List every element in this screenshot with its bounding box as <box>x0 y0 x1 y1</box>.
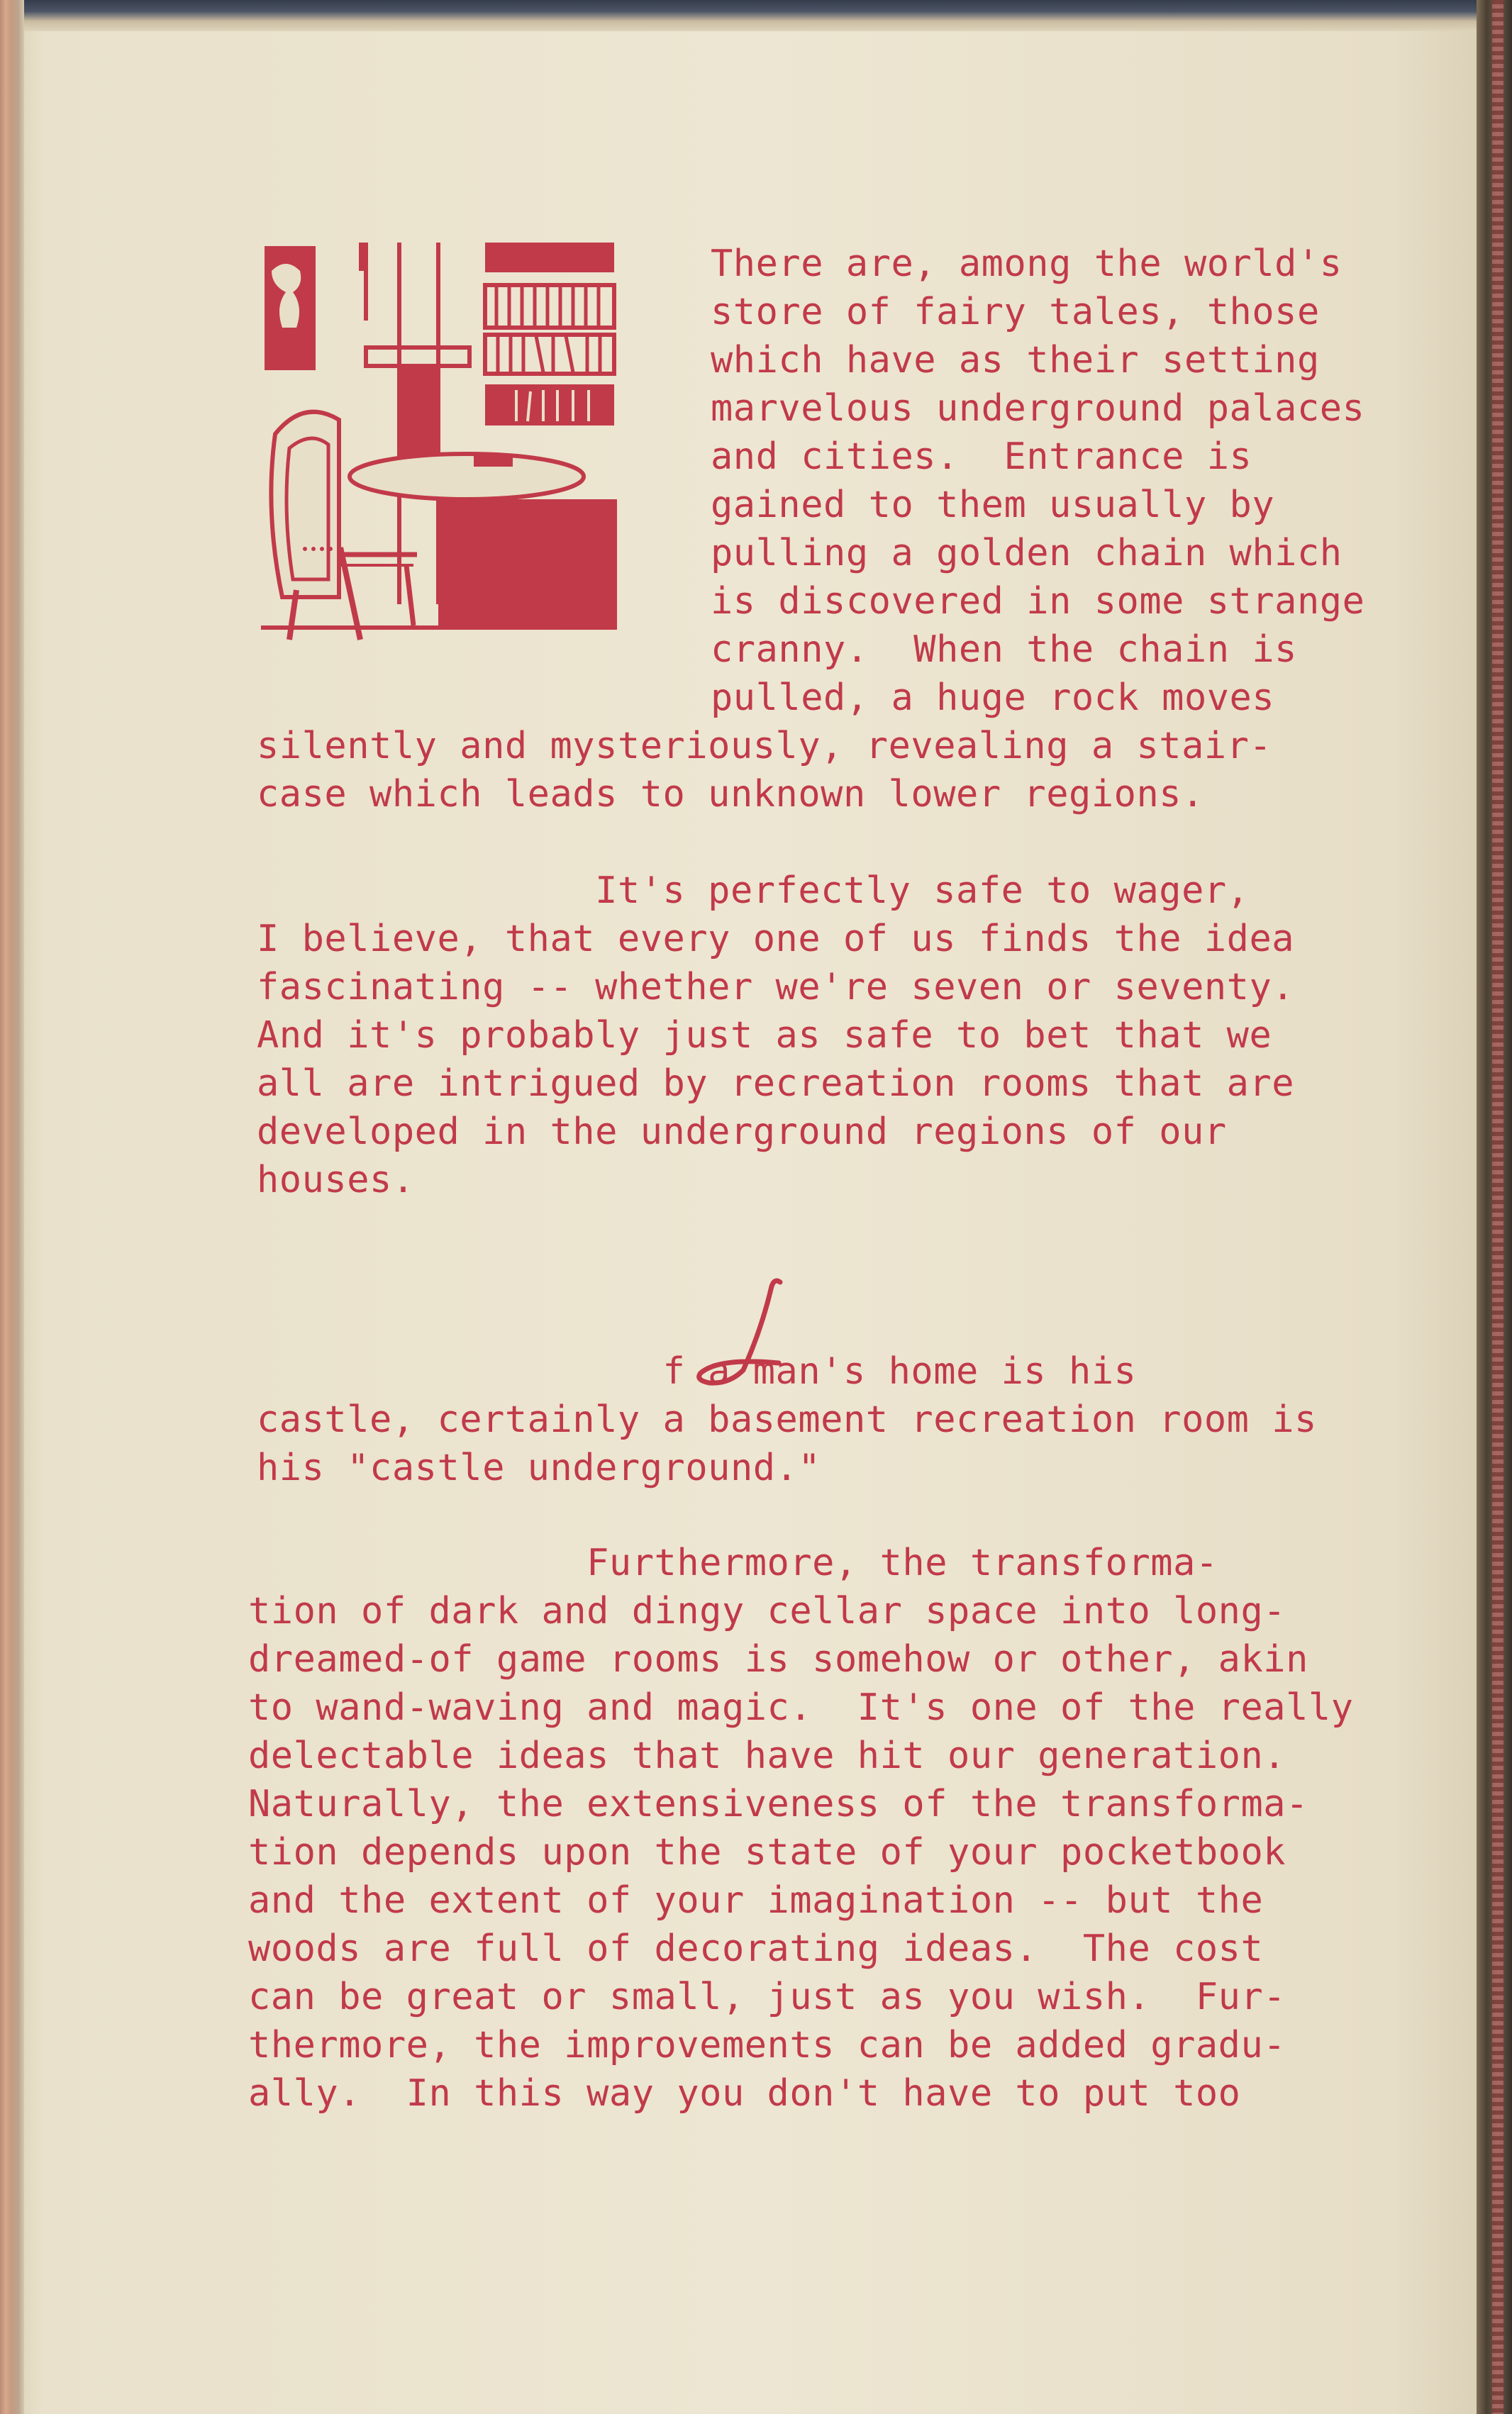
text-line: fascinating -- whether we're seven or seventy. <box>257 966 1295 1008</box>
text-line: cranny. When the chain is <box>711 628 1297 671</box>
text-line: silently and mysteriously, revealing a stair- <box>257 725 1272 767</box>
paragraph-3 <box>257 1347 1317 1492</box>
page-left-edge <box>0 0 24 2414</box>
text-line: Naturally, the extensiveness of the transforma- <box>248 1783 1308 1825</box>
text-line: houses. <box>257 1159 415 1201</box>
text-line: case which leads to unknown lower regions. <box>257 773 1204 816</box>
text-line: tion depends upon the state of your pocketbook <box>248 1831 1286 1874</box>
text-line: I believe, that every one of us finds the idea <box>257 918 1295 960</box>
book-spine-stripe <box>1492 0 1503 2414</box>
text-line: is discovered in some strange <box>711 580 1365 623</box>
text-line: to wand-waving and magic. It's one of the really <box>248 1686 1354 1729</box>
text-line: f a man's home is his <box>257 1350 1137 1393</box>
text-line: castle, certainly a basement recreation room is <box>257 1398 1317 1441</box>
text-line: gained to them usually by <box>711 484 1275 526</box>
text-line: There are, among the world's <box>711 243 1343 285</box>
text-line: Furthermore, the transforma- <box>248 1542 1218 1584</box>
text-line: marvelous underground palaces <box>711 387 1365 430</box>
paragraph-1-full <box>257 722 1272 818</box>
text-line: pulling a golden chain which <box>711 532 1343 574</box>
paragraph-1-wrapped <box>711 240 1364 722</box>
paragraph-2 <box>257 867 1294 1204</box>
page-top-edge <box>0 0 1512 31</box>
text-line: tion of dark and dingy cellar space into long- <box>248 1590 1286 1632</box>
text-line: his "castle underground." <box>257 1447 821 1489</box>
text-line: woods are full of decorating ideas. The cost <box>248 1928 1264 1970</box>
paragraph-4 <box>248 1539 1354 2118</box>
text-line: dreamed-of game rooms is somehow or other, akin <box>248 1638 1308 1681</box>
text-line: developed in the underground regions of our <box>257 1111 1227 1153</box>
text-line: and the extent of your imagination -- but the <box>248 1879 1264 1922</box>
text-line: delectable ideas that have hit our generation. <box>248 1735 1286 1777</box>
text-line: and cities. Entrance is <box>711 435 1252 478</box>
text-line: store of fairy tales, those <box>711 291 1320 333</box>
text-line: which have as their setting <box>711 339 1320 382</box>
initial-letter: I <box>695 1276 696 1277</box>
recreation-room-illustration-icon <box>261 243 623 668</box>
text-line: ally. In this way you don't have to put too <box>248 2072 1241 2115</box>
text-line: It's perfectly safe to wager, <box>257 869 1250 912</box>
text-line: thermore, the improvements can be added gradu- <box>248 2024 1286 2067</box>
text-line: And it's probably just as safe to bet that we <box>257 1014 1272 1057</box>
text-line: all are intrigued by recreation rooms that are <box>257 1062 1295 1105</box>
text-line: pulled, a huge rock moves <box>711 677 1275 719</box>
text-line: can be great or small, just as you wish. Fur- <box>248 1976 1286 2018</box>
